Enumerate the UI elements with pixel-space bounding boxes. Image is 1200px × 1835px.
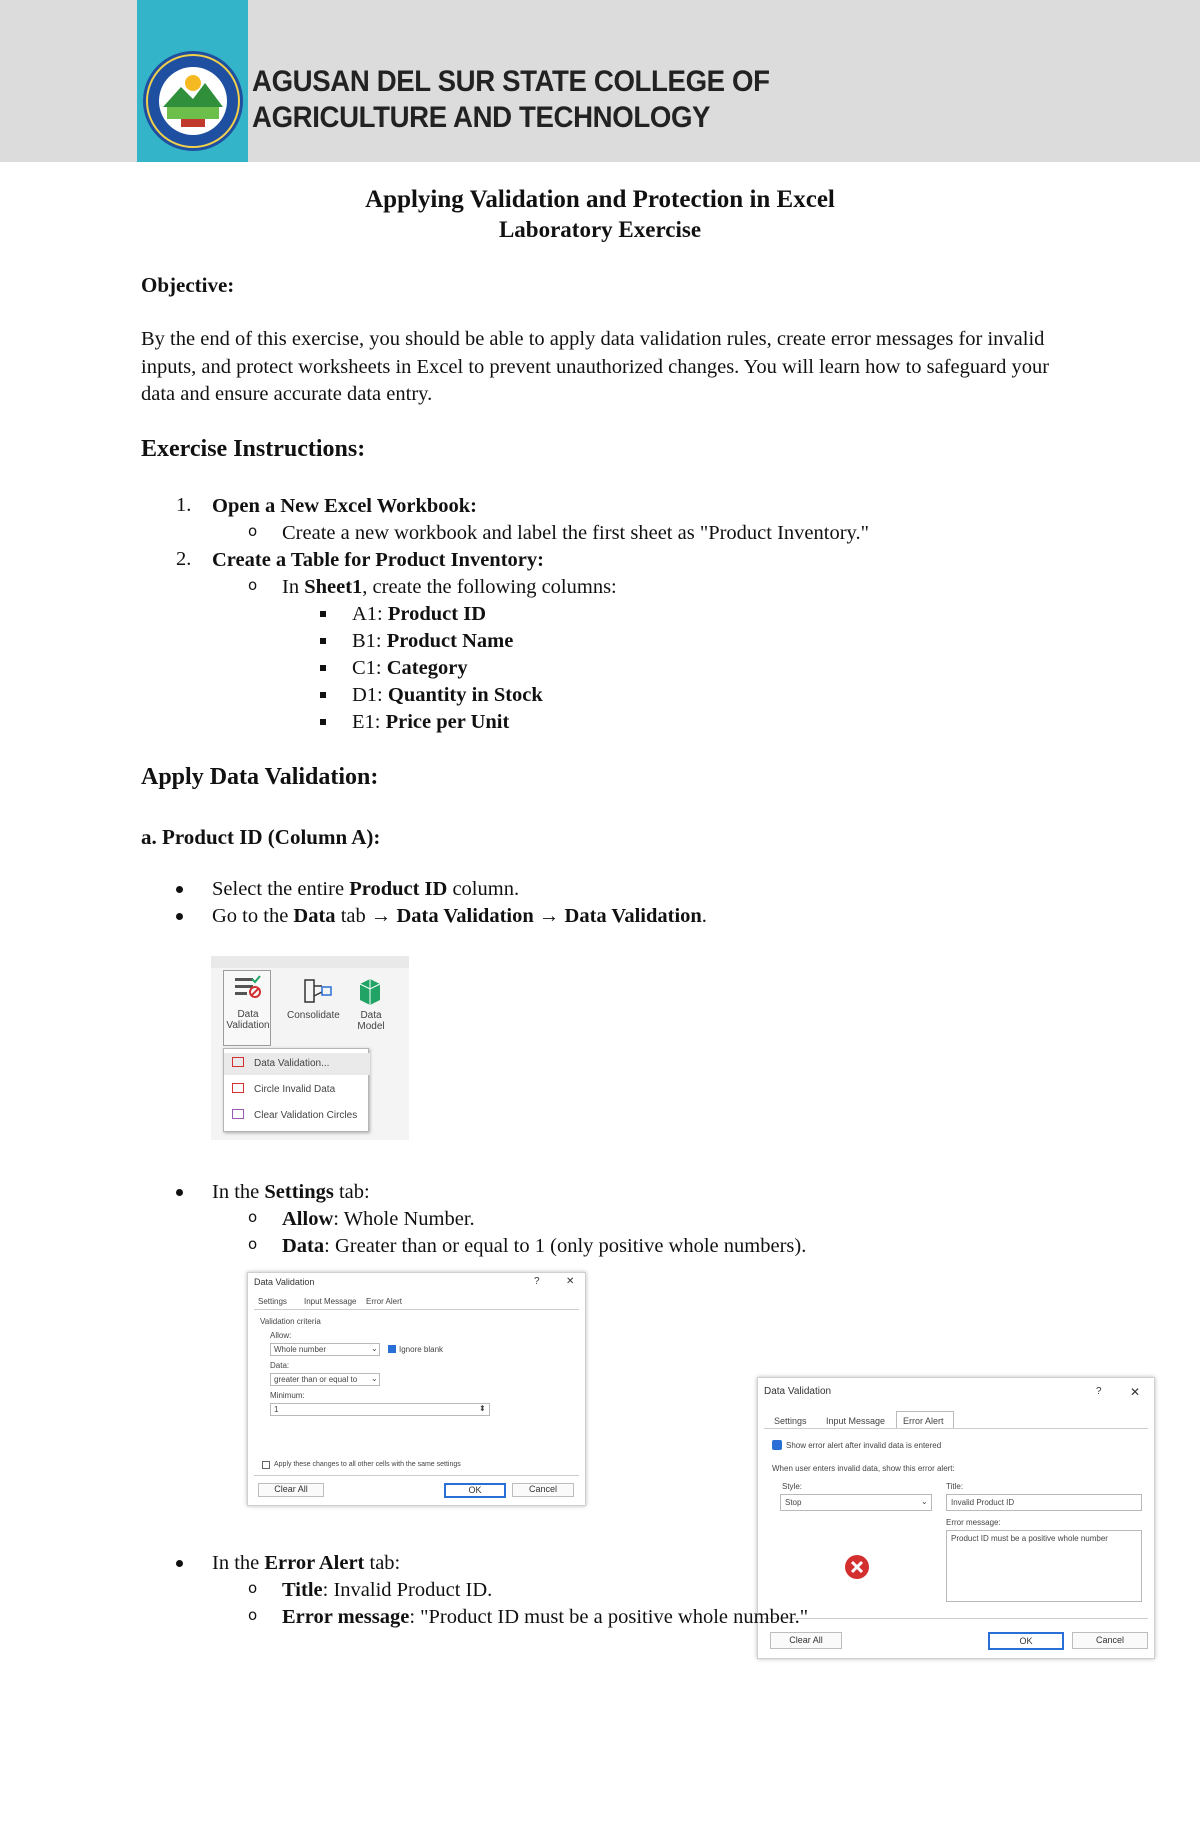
dialog-title: Data Validation	[254, 1277, 315, 1287]
column-item: E1: Price per Unit	[352, 711, 510, 733]
menu-item-clear-circles[interactable]: Clear Validation Circles	[254, 1110, 358, 1121]
tab-settings[interactable]: Settings	[258, 1297, 287, 1306]
help-icon[interactable]: ?	[534, 1276, 540, 1287]
tab-input-message[interactable]: Input Message	[304, 1297, 357, 1306]
circle-bullet-icon: o	[248, 1208, 258, 1226]
range-picker-icon: ⬍	[479, 1404, 486, 1413]
column-item: A1: Product ID	[352, 603, 487, 625]
style-label: Style:	[782, 1482, 803, 1491]
style-select[interactable]: Stop ⌄	[780, 1494, 932, 1511]
data-model-icon	[357, 978, 383, 1006]
objective-heading: Objective:	[141, 273, 235, 297]
apply-all-label: Apply these changes to all other cells with the same settings	[274, 1461, 461, 1468]
chevron-down-icon: ⌄	[371, 1374, 378, 1383]
dialog-title: Data Validation	[764, 1386, 832, 1397]
error-message-label: Error message:	[946, 1518, 1001, 1527]
tab-error-alert[interactable]: Error Alert	[366, 1297, 403, 1306]
error-message-textarea[interactable]: Product ID must be a positive whole number	[946, 1530, 1142, 1602]
bullet-item: Select the entire Product ID column.	[212, 878, 520, 900]
step-detail: In Sheet1, create the following columns:	[282, 576, 617, 598]
column-item: C1: Category	[352, 657, 468, 679]
show-alert-label: Show error alert after invalid data is entered	[786, 1441, 942, 1450]
title-label: Title:	[946, 1482, 964, 1491]
circle-invalid-icon	[232, 1083, 244, 1093]
college-name-line1: AGUSAN DEL SUR STATE COLLEGE OF	[252, 65, 770, 98]
menu-item-data-validation[interactable]: Data Validation...	[254, 1058, 330, 1069]
data-model-button[interactable]: Data Model	[357, 1010, 385, 1032]
bullet-item: Go to the Data tab → Data Validation → Data Validation.	[212, 905, 707, 927]
square-bullet-icon	[320, 611, 326, 617]
data-validation-icon	[234, 975, 262, 999]
college-name	[252, 64, 770, 136]
apply-all-checkbox[interactable]	[262, 1461, 270, 1469]
circle-bullet-icon: o	[248, 1606, 258, 1624]
college-name-line2: AGRICULTURE AND TECHNOLOGY	[252, 101, 711, 134]
error-alert-dialog-screenshot	[757, 1377, 1155, 1659]
data-validation-button[interactable]: Data Validation	[223, 970, 271, 1046]
data-validation-icon	[232, 1057, 244, 1067]
ignore-blank-label: Ignore blank	[399, 1345, 444, 1354]
square-bullet-icon	[320, 638, 326, 644]
ribbon-screenshot	[211, 956, 409, 1140]
bullet-item: In the Settings tab:	[212, 1181, 370, 1203]
circle-bullet-icon: o	[248, 522, 258, 540]
show-alert-checkbox[interactable]	[772, 1440, 782, 1450]
bullet-dot-icon	[176, 1560, 183, 1567]
validation-subheading: a. Product ID (Column A):	[141, 825, 381, 849]
consolidate-button[interactable]: Consolidate	[287, 1010, 340, 1021]
close-icon[interactable]: ✕	[1130, 1385, 1141, 1399]
title-input[interactable]: Invalid Product ID	[946, 1494, 1142, 1511]
error-item: Title: Invalid Product ID.	[282, 1579, 493, 1601]
cancel-button[interactable]: Cancel	[1072, 1632, 1148, 1649]
objective-text: By the end of this exercise, you should be able to apply data validation rules, create error messages for invalid inputs, and protect worksheets in Excel to prevent unauthorized changes. You will learn how to safeguard your data and ensure accurate data entry.	[141, 328, 1050, 405]
document-subtitle: Laboratory Exercise	[498, 217, 702, 242]
clear-circles-icon	[232, 1109, 244, 1119]
circle-bullet-icon: o	[248, 1579, 258, 1597]
bullet-item: In the Error Alert tab:	[212, 1552, 401, 1574]
column-item: D1: Quantity in Stock	[352, 684, 543, 706]
settings-dialog-screenshot	[247, 1272, 586, 1506]
ok-button[interactable]: OK	[444, 1483, 506, 1498]
step-number: 1.	[176, 494, 192, 516]
clear-all-button[interactable]: Clear All	[258, 1483, 324, 1497]
menu-item-circle-invalid[interactable]: Circle Invalid Data	[254, 1084, 336, 1095]
tab-settings[interactable]: Settings	[774, 1416, 807, 1426]
square-bullet-icon	[320, 719, 326, 725]
tab-input-message[interactable]: Input Message	[826, 1416, 886, 1426]
ok-button[interactable]: OK	[988, 1632, 1064, 1650]
data-validation-menu	[223, 1048, 369, 1132]
help-icon[interactable]: ?	[1096, 1386, 1102, 1397]
minimum-label: Minimum:	[270, 1391, 305, 1400]
step-number: 2.	[176, 548, 192, 570]
college-seal-logo	[141, 49, 245, 153]
bullet-dot-icon	[176, 886, 183, 893]
error-stop-icon	[844, 1554, 870, 1580]
consolidate-icon	[303, 978, 333, 1004]
tab-error-alert[interactable]: Error Alert	[896, 1411, 954, 1429]
setting-item: Allow: Whole Number.	[282, 1208, 475, 1230]
ignore-blank-checkbox[interactable]	[388, 1345, 396, 1353]
bullet-dot-icon	[176, 1189, 183, 1196]
group-label: Validation criteria	[260, 1317, 321, 1326]
clear-all-button[interactable]: Clear All	[770, 1632, 842, 1649]
chevron-down-icon: ⌄	[371, 1344, 378, 1353]
error-item: Error message: "Product ID must be a positive whole number."	[282, 1606, 809, 1628]
column-item: B1: Product Name	[352, 630, 514, 652]
cancel-button[interactable]: Cancel	[512, 1483, 574, 1497]
square-bullet-icon	[320, 665, 326, 671]
bullet-dot-icon	[176, 913, 183, 920]
data-label: Data:	[270, 1361, 290, 1370]
validation-heading: Apply Data Validation:	[141, 764, 379, 790]
data-select[interactable]: greater than or equal to ⌄	[270, 1373, 380, 1386]
instructions-heading: Exercise Instructions:	[141, 436, 366, 462]
when-text: When user enters invalid data, show this error alert:	[772, 1464, 955, 1473]
allow-label: Allow:	[270, 1331, 292, 1340]
step-title: Create a Table for Product Inventory:	[212, 549, 544, 571]
minimum-input[interactable]: 1 ⬍	[270, 1403, 490, 1416]
chevron-down-icon: ⌄	[921, 1497, 928, 1506]
document-title: Applying Validation and Protection in Excel	[365, 186, 835, 213]
circle-bullet-icon: o	[248, 1235, 258, 1253]
step-title: Open a New Excel Workbook:	[212, 495, 477, 517]
square-bullet-icon	[320, 692, 326, 698]
step-detail: Create a new workbook and label the first sheet as "Product Inventory."	[282, 522, 869, 544]
allow-select[interactable]: Whole number ⌄	[270, 1343, 380, 1356]
close-icon[interactable]: ✕	[566, 1276, 575, 1287]
circle-bullet-icon: o	[248, 576, 258, 594]
setting-item: Data: Greater than or equal to 1 (only positive whole numbers).	[282, 1235, 807, 1257]
